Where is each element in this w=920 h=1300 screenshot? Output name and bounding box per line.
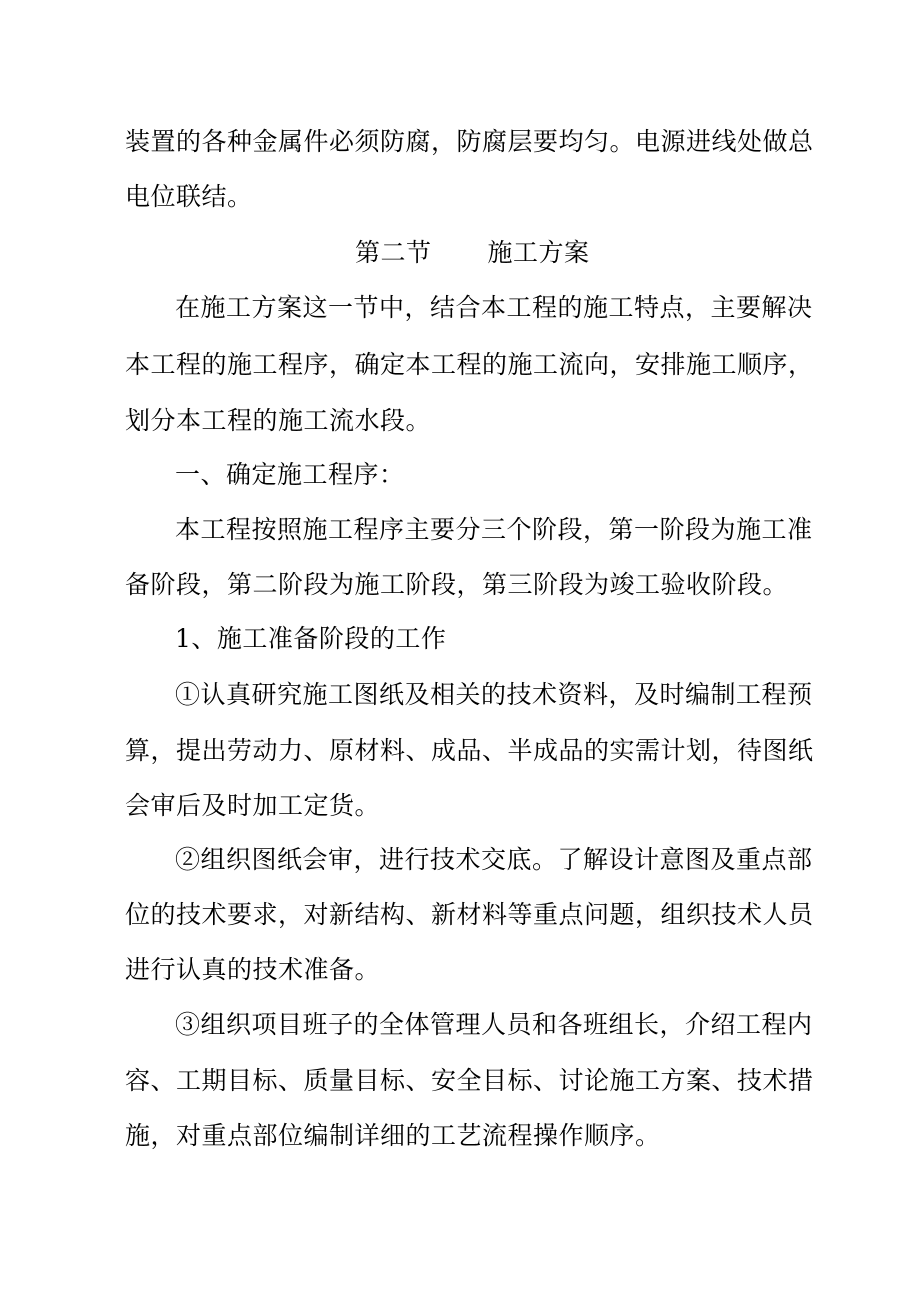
paragraph-line: 施，对重点部位编制详细的工艺流程操作顺序。 — [125, 1121, 661, 1150]
subheading: 一、确定施工程序： — [175, 460, 405, 489]
paragraph-line: 本工程按照施工程序主要分三个阶段，第一阶段为施工准 — [175, 515, 813, 544]
paragraph-line: 备阶段，第二阶段为施工阶段，第三阶段为竣工验收阶段。 — [125, 570, 789, 599]
subheading: 1、施工准备阶段的工作 — [175, 624, 447, 653]
paragraph-line: 本工程的施工程序，确定本工程的施工流向，安排施工顺序， — [125, 350, 814, 379]
paragraph-line: ②组织图纸会审，进行技术交底。了解设计意图及重点部 — [175, 845, 813, 874]
section-heading — [0, 233, 920, 273]
paragraph-line: 容、工期目标、质量目标、安全目标、讨论施工方案、技术措 — [125, 1066, 814, 1095]
paragraph-line: 算，提出劳动力、原材料、成品、半成品的实需计划，待图纸 — [125, 736, 814, 765]
paragraph-line: ①认真研究施工图纸及相关的技术资料，及时编制工程预 — [175, 680, 813, 709]
paragraph-line: 装置的各种金属件必须防腐，防腐层要均匀。电源进线处做总 — [125, 127, 814, 156]
paragraph-line: 进行认真的技术准备。 — [125, 955, 381, 984]
paragraph-line: ③组织项目班子的全体管理人员和各班组长，介绍工程内 — [175, 1010, 813, 1039]
paragraph-line: 划分本工程的施工流水段。 — [125, 406, 432, 435]
paragraph-line: 会审后及时加工定货。 — [125, 791, 381, 820]
section-title: 施工方案 — [487, 238, 590, 267]
paragraph-line: 电位联结。 — [125, 182, 253, 211]
paragraph-line: 位的技术要求，对新结构、新材料等重点问题，组织技术人员 — [125, 900, 814, 929]
section-number: 第二节 — [355, 238, 432, 267]
paragraph-line: 在施工方案这一节中，结合本工程的施工特点，主要解决 — [175, 293, 813, 322]
